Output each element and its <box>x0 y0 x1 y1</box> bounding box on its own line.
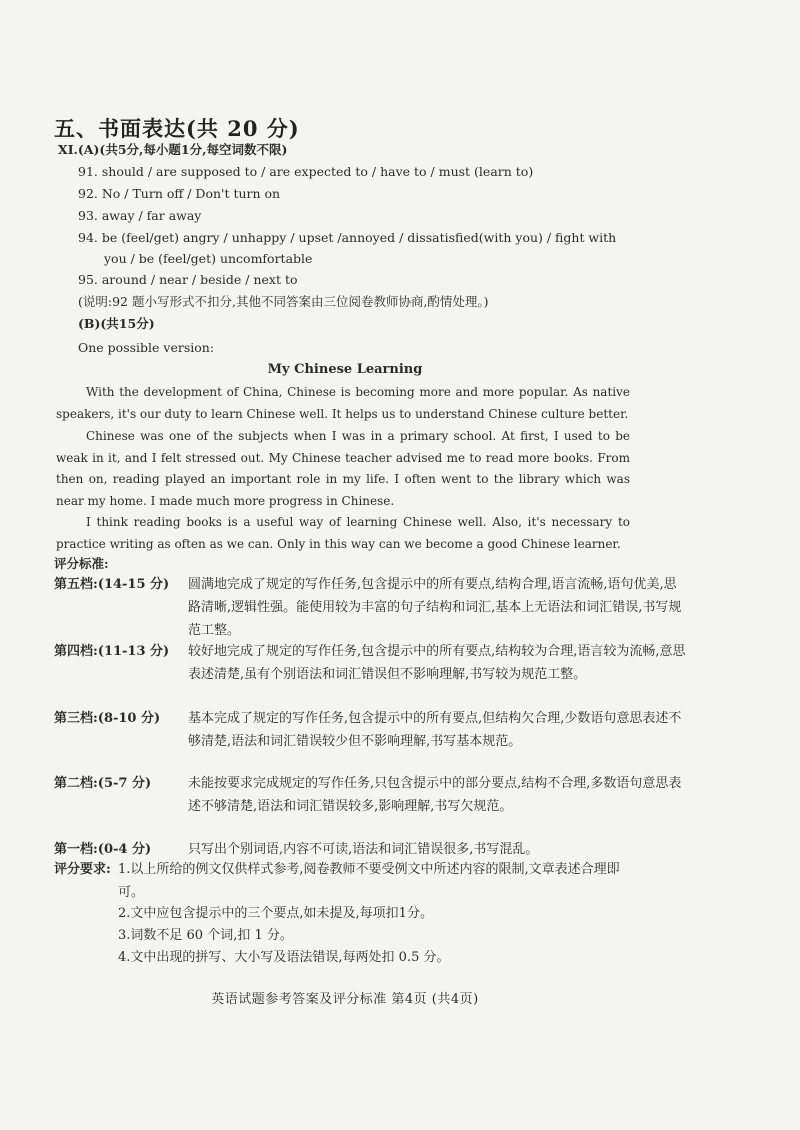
grading-level-label: 第二档:(5-7 分) <box>54 776 152 791</box>
answer-94: 94. be (feel/get) angry / unhappy / upset /annoyed / dissatisfied(with you) / fight with <box>78 230 617 245</box>
section-heading: 五、书面表达(共 20 分) <box>54 116 300 141</box>
requirement-2: 2.文中应包含提示中的三个要点,如未提及,每项扣1分。 <box>118 906 433 921</box>
essay-paragraph: I think reading books is a useful way of learning Chinese well. Also, it's necessary to practice writing as often as we can. Only in this way can we become a good Chinese learner. <box>56 515 630 551</box>
grading-level-text: 较好地完成了规定的写作任务,包含提示中的所有要点,结构较为合理,语言较为流畅,意思表述清楚,虽有个别语法和词汇错误但不影响理解,书写较为规范工整。 <box>188 644 686 682</box>
answer-95: 95. around / near / beside / next to <box>78 272 298 287</box>
grading-level-text: 圆满地完成了规定的写作任务,包含提示中的所有要点,结构合理,语言流畅,语句优美,思路清晰,逻辑性强。能使用较为丰富的句子结构和词汇,基本上无语法和词汇错误,书写规范工整。 <box>188 577 682 638</box>
grading-level-label: 第一档:(0-4 分) <box>54 842 152 857</box>
version-label: One possible version: <box>78 340 215 355</box>
answer-92: 92. No / Turn off / Don't turn on <box>78 186 281 201</box>
grading-header: 评分标准: <box>54 556 109 571</box>
requirement-3: 3.词数不足 60 个词,扣 1 分。 <box>118 928 293 943</box>
answer-93: 93. away / far away <box>78 208 202 223</box>
part-b-header: (B)(共15分) <box>78 316 155 331</box>
grading-level-text: 只写出个别词语,内容不可读,语法和词汇错误很多,书写混乱。 <box>188 842 539 857</box>
grading-level-label: 第五档:(14-15 分) <box>54 577 170 592</box>
grading-level-text: 未能按要求完成规定的写作任务,只包含提示中的部分要点,结构不合理,多数语句意思表述不够清楚,语法和词汇错误较多,影响理解,书写欠规范。 <box>188 776 682 814</box>
essay-paragraph: Chinese was one of the subjects when I was in a primary school. At first, I used to be weak in it, and I felt stressed out. My Chinese teacher advised me to read more books. From then on, reading played an important role in my life. I often went to the library which was near my home. I made much more progress in Chinese. <box>56 429 630 508</box>
grading-level-text: 基本完成了规定的写作任务,包含提示中的所有要点,但结构欠合理,少数语句意思表述不够清楚,语法和词汇错误较少但不影响理解,书写基本规范。 <box>188 711 682 749</box>
requirements-header: 评分要求: <box>54 862 111 877</box>
page-footer: 英语试题参考答案及评分标准 第4页 (共4页) <box>211 992 479 1007</box>
grading-level-label: 第三档:(8-10 分) <box>54 711 161 726</box>
grading-level-label: 第四档:(11-13 分) <box>54 644 170 659</box>
essay-paragraph: With the development of China, Chinese is becoming more and more popular. As native speakers, it's our duty to learn Chinese well. It helps us to understand Chinese culture better. <box>56 385 630 421</box>
answer-91: 91. should / are supposed to / are expected to / have to / must (learn to) <box>78 164 534 179</box>
answer-94-continued: you / be (feel/get) uncomfortable <box>104 251 313 266</box>
requirement-4: 4.文中出现的拼写、大小写及语法错误,每两处扣 0.5 分。 <box>118 950 450 965</box>
requirement-1: 1.以上所给的例文仅供样式参考,阅卷教师不要受例文中所述内容的限制,文章表述合理即可。 <box>118 862 620 900</box>
part-a-note: (说明:92 题小写形式不扣分,其他不同答案由三位阅卷教师协商,酌情处理。) <box>78 294 489 309</box>
part-a-header: XI.(A)(共5分,每小题1分,每空词数不限) <box>58 142 288 157</box>
essay-title: My Chinese Learning <box>267 362 423 377</box>
